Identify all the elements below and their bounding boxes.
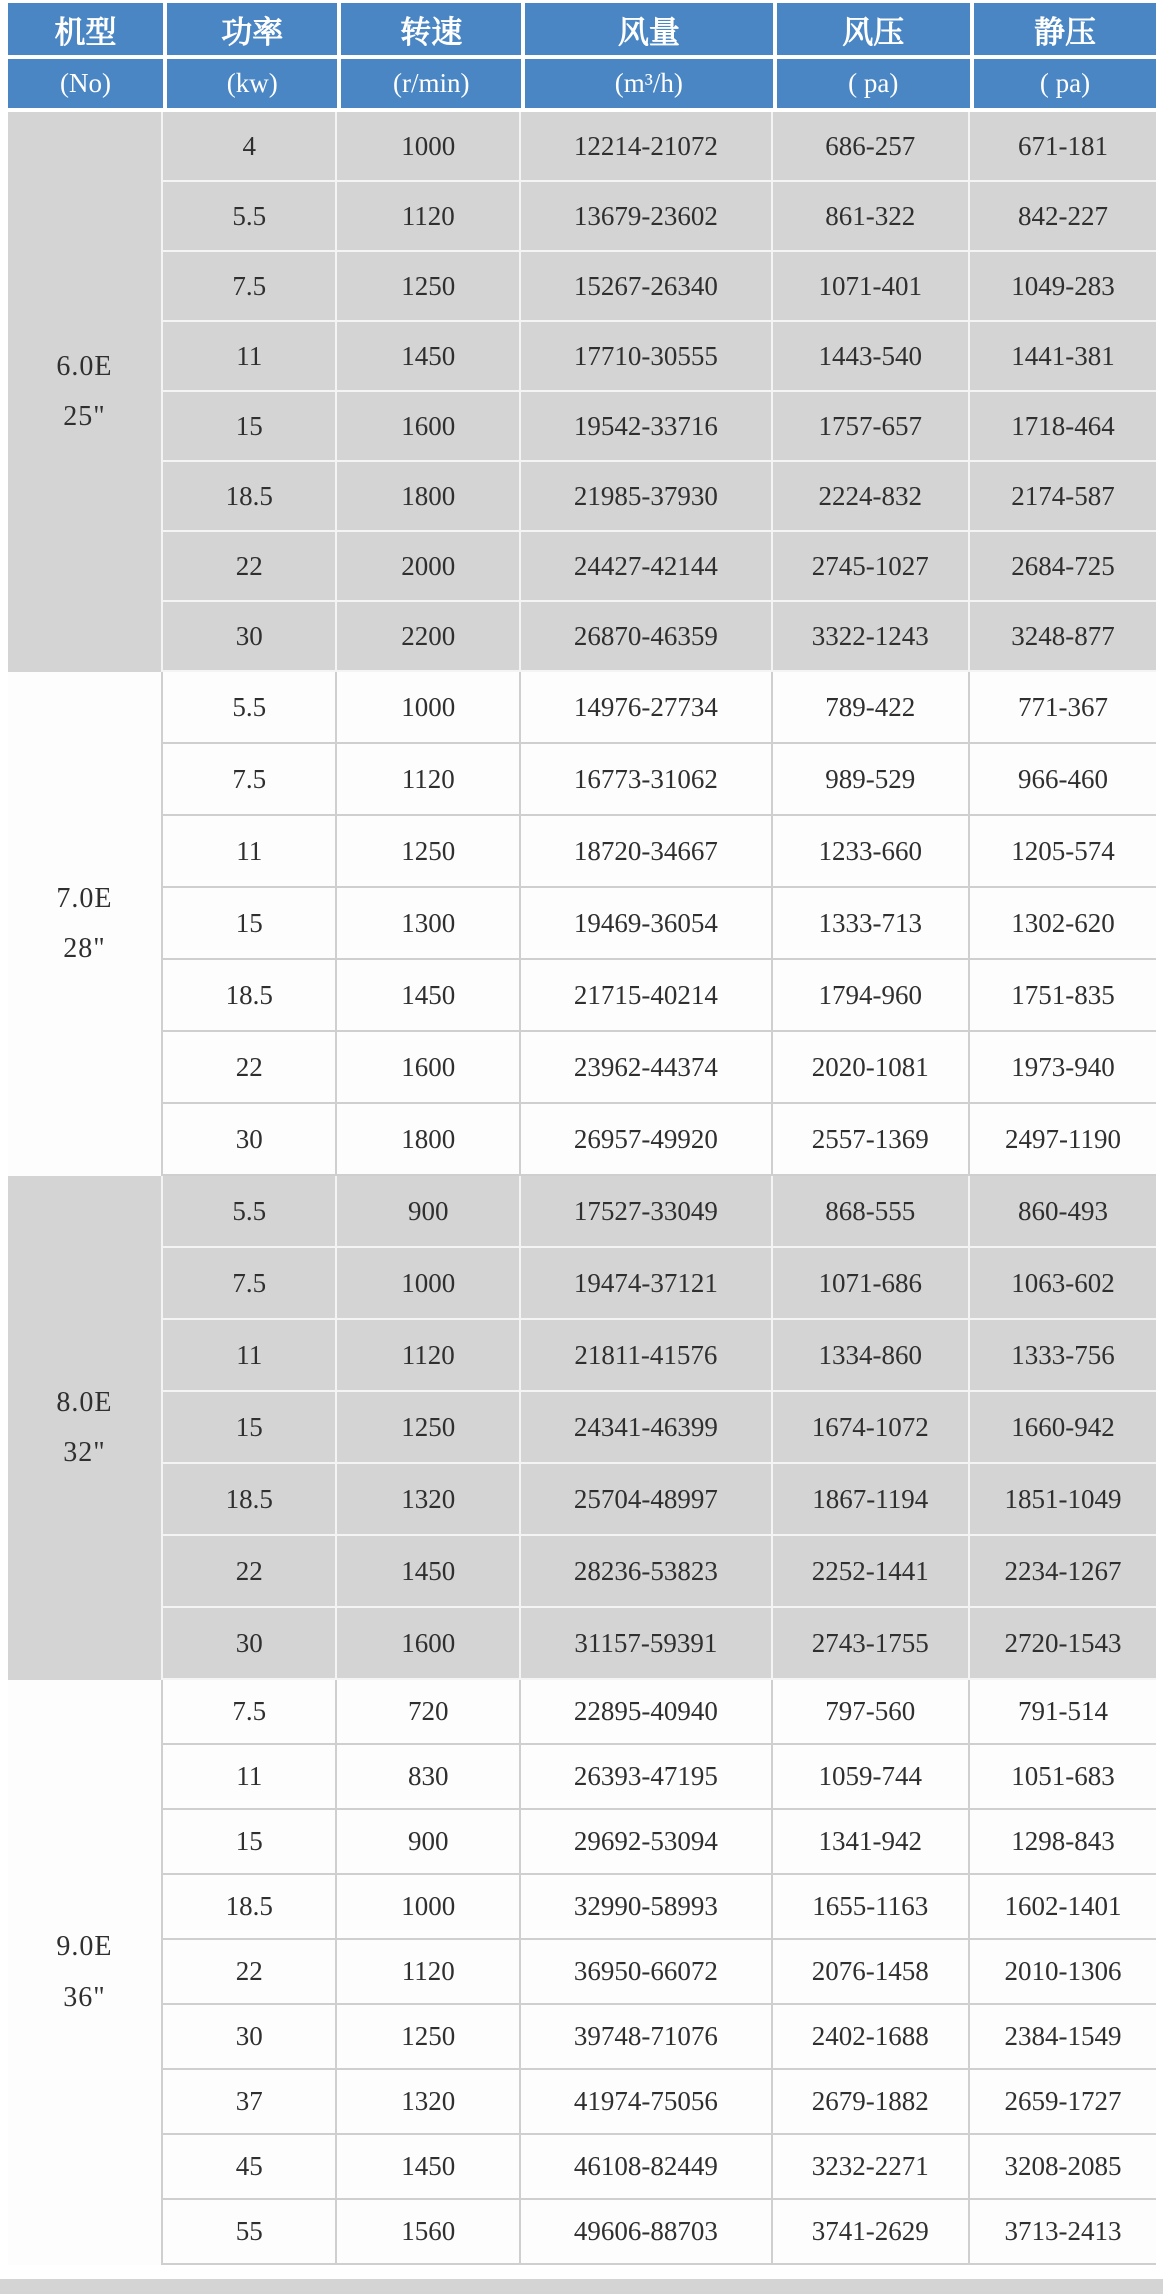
- static-pressure-cell: 2659-1727: [970, 2070, 1156, 2135]
- model-cell: [8, 1176, 163, 1680]
- power-cell: 30: [163, 1608, 337, 1680]
- table-row: [8, 1875, 1156, 1940]
- airflow-cell: 39748-71076: [521, 2005, 772, 2070]
- table-row: [8, 252, 1156, 322]
- table-row: [8, 1320, 1156, 1392]
- speed-cell: 900: [337, 1176, 521, 1248]
- static-pressure-cell: 2010-1306: [970, 1940, 1156, 2005]
- header-unit-row: [8, 59, 1156, 112]
- static-pressure-cell: 671-181: [970, 112, 1156, 182]
- speed-cell: 1600: [337, 1608, 521, 1680]
- power-cell: 5.5: [163, 182, 337, 252]
- power-cell: 22: [163, 1940, 337, 2005]
- power-cell: 7.5: [163, 1680, 337, 1745]
- unit-model: (No): [8, 59, 163, 112]
- model-size: 28": [63, 933, 106, 964]
- table-row: [8, 1680, 1156, 1745]
- airflow-cell: 22895-40940: [521, 1680, 772, 1745]
- table-row: [8, 1940, 1156, 2005]
- unit-static-pressure: ( pa): [970, 59, 1156, 112]
- static-pressure-cell: 1660-942: [970, 1392, 1156, 1464]
- power-cell: 15: [163, 1392, 337, 1464]
- model-cell: [8, 1680, 163, 2265]
- power-cell: 7.5: [163, 744, 337, 816]
- pressure-cell: 2020-1081: [773, 1032, 970, 1104]
- speed-cell: 1250: [337, 816, 521, 888]
- speed-cell: 1800: [337, 462, 521, 532]
- unit-speed: (r/min): [337, 59, 521, 112]
- power-cell: 4: [163, 112, 337, 182]
- static-pressure-cell: 2720-1543: [970, 1608, 1156, 1680]
- power-cell: 22: [163, 1536, 337, 1608]
- table-row: [8, 1248, 1156, 1320]
- static-pressure-cell: 1049-283: [970, 252, 1156, 322]
- pressure-cell: 989-529: [773, 744, 970, 816]
- static-pressure-cell: 966-460: [970, 744, 1156, 816]
- pressure-cell: 2679-1882: [773, 2070, 970, 2135]
- speed-cell: 2200: [337, 602, 521, 672]
- speed-cell: 1560: [337, 2200, 521, 2265]
- table-row: [8, 1104, 1156, 1176]
- static-pressure-cell: 2497-1190: [970, 1104, 1156, 1176]
- static-pressure-cell: 1302-620: [970, 888, 1156, 960]
- table-row: [8, 816, 1156, 888]
- table-row: [8, 1032, 1156, 1104]
- static-pressure-cell: 2384-1549: [970, 2005, 1156, 2070]
- static-pressure-cell: 1718-464: [970, 392, 1156, 462]
- static-pressure-cell: 860-493: [970, 1176, 1156, 1248]
- power-cell: 45: [163, 2135, 337, 2200]
- pressure-cell: 1059-744: [773, 1745, 970, 1810]
- pressure-cell: 686-257: [773, 112, 970, 182]
- table-body: [8, 112, 1156, 2265]
- spec-table-container: [8, 3, 1156, 2265]
- model-number: 7.0E: [56, 882, 113, 914]
- speed-cell: 1450: [337, 2135, 521, 2200]
- airflow-cell: 18720-34667: [521, 816, 772, 888]
- pressure-cell: 797-560: [773, 1680, 970, 1745]
- static-pressure-cell: 1051-683: [970, 1745, 1156, 1810]
- static-pressure-cell: 1602-1401: [970, 1875, 1156, 1940]
- table-row: [8, 1608, 1156, 1680]
- col-header-power: 功率: [163, 3, 337, 59]
- pressure-cell: 789-422: [773, 672, 970, 744]
- airflow-cell: 26870-46359: [521, 602, 772, 672]
- power-cell: 15: [163, 1810, 337, 1875]
- col-header-speed: 转速: [337, 3, 521, 59]
- airflow-cell: 12214-21072: [521, 112, 772, 182]
- pressure-cell: 1071-401: [773, 252, 970, 322]
- airflow-cell: 36950-66072: [521, 1940, 772, 2005]
- power-cell: 18.5: [163, 960, 337, 1032]
- static-pressure-cell: 2684-725: [970, 532, 1156, 602]
- power-cell: 55: [163, 2200, 337, 2265]
- power-cell: 18.5: [163, 1875, 337, 1940]
- power-cell: 7.5: [163, 1248, 337, 1320]
- airflow-cell: 23962-44374: [521, 1032, 772, 1104]
- airflow-cell: 24427-42144: [521, 532, 772, 602]
- col-header-static-pressure: 静压: [970, 3, 1156, 59]
- airflow-cell: 15267-26340: [521, 252, 772, 322]
- airflow-cell: 19469-36054: [521, 888, 772, 960]
- fan-spec-table: [8, 3, 1156, 2265]
- pressure-cell: 2076-1458: [773, 1940, 970, 2005]
- speed-cell: 1120: [337, 1940, 521, 2005]
- table-row: [8, 2135, 1156, 2200]
- power-cell: 11: [163, 1745, 337, 1810]
- pressure-cell: 861-322: [773, 182, 970, 252]
- pressure-cell: 1341-942: [773, 1810, 970, 1875]
- airflow-cell: 24341-46399: [521, 1392, 772, 1464]
- pressure-cell: 1794-960: [773, 960, 970, 1032]
- power-cell: 22: [163, 532, 337, 602]
- airflow-cell: 16773-31062: [521, 744, 772, 816]
- power-cell: 18.5: [163, 462, 337, 532]
- speed-cell: 1600: [337, 1032, 521, 1104]
- speed-cell: 720: [337, 1680, 521, 1745]
- static-pressure-cell: 3248-877: [970, 602, 1156, 672]
- pressure-cell: 2224-832: [773, 462, 970, 532]
- speed-cell: 1450: [337, 960, 521, 1032]
- speed-cell: 830: [337, 1745, 521, 1810]
- pressure-cell: 3322-1243: [773, 602, 970, 672]
- speed-cell: 1000: [337, 672, 521, 744]
- power-cell: 30: [163, 602, 337, 672]
- model-number: 8.0E: [56, 1386, 113, 1418]
- table-row: [8, 462, 1156, 532]
- table-row: [8, 112, 1156, 182]
- pressure-cell: 3741-2629: [773, 2200, 970, 2265]
- table-row: [8, 1464, 1156, 1536]
- table-row: [8, 672, 1156, 744]
- speed-cell: 1300: [337, 888, 521, 960]
- speed-cell: 900: [337, 1810, 521, 1875]
- pressure-cell: 2557-1369: [773, 1104, 970, 1176]
- table-row: [8, 1176, 1156, 1248]
- static-pressure-cell: 771-367: [970, 672, 1156, 744]
- pressure-cell: 2743-1755: [773, 1608, 970, 1680]
- airflow-cell: 21985-37930: [521, 462, 772, 532]
- table-header: [8, 3, 1156, 112]
- model-number: 6.0E: [56, 350, 113, 382]
- static-pressure-cell: 2174-587: [970, 462, 1156, 532]
- airflow-cell: 32990-58993: [521, 1875, 772, 1940]
- airflow-cell: 28236-53823: [521, 1536, 772, 1608]
- speed-cell: 1000: [337, 112, 521, 182]
- static-pressure-cell: 1751-835: [970, 960, 1156, 1032]
- static-pressure-cell: 1333-756: [970, 1320, 1156, 1392]
- static-pressure-cell: 1205-574: [970, 816, 1156, 888]
- table-row: [8, 1536, 1156, 1608]
- power-cell: 11: [163, 1320, 337, 1392]
- table-row: [8, 1810, 1156, 1875]
- model-cell: [8, 672, 163, 1176]
- airflow-cell: 29692-53094: [521, 1810, 772, 1875]
- airflow-cell: 41974-75056: [521, 2070, 772, 2135]
- pressure-cell: 1757-657: [773, 392, 970, 462]
- speed-cell: 1320: [337, 1464, 521, 1536]
- pressure-cell: 1674-1072: [773, 1392, 970, 1464]
- static-pressure-cell: 1973-940: [970, 1032, 1156, 1104]
- unit-power: (kw): [163, 59, 337, 112]
- model-number: 9.0E: [56, 1931, 113, 1963]
- static-pressure-cell: 842-227: [970, 182, 1156, 252]
- speed-cell: 1000: [337, 1875, 521, 1940]
- pressure-cell: 3232-2271: [773, 2135, 970, 2200]
- col-header-airflow: 风量: [521, 3, 772, 59]
- table-row: [8, 960, 1156, 1032]
- col-header-pressure: 风压: [773, 3, 970, 59]
- power-cell: 18.5: [163, 1464, 337, 1536]
- airflow-cell: 17527-33049: [521, 1176, 772, 1248]
- airflow-cell: 26393-47195: [521, 1745, 772, 1810]
- airflow-cell: 31157-59391: [521, 1608, 772, 1680]
- table-row: [8, 744, 1156, 816]
- power-cell: 7.5: [163, 252, 337, 322]
- speed-cell: 2000: [337, 532, 521, 602]
- pressure-cell: 1334-860: [773, 1320, 970, 1392]
- power-cell: 22: [163, 1032, 337, 1104]
- speed-cell: 1800: [337, 1104, 521, 1176]
- model-size: 36": [63, 1981, 106, 2013]
- table-row: [8, 392, 1156, 462]
- pressure-cell: 1071-686: [773, 1248, 970, 1320]
- bottom-strip: [0, 2279, 1163, 2294]
- table-row: [8, 182, 1156, 252]
- speed-cell: 1250: [337, 252, 521, 322]
- static-pressure-cell: 1298-843: [970, 1810, 1156, 1875]
- static-pressure-cell: 3713-2413: [970, 2200, 1156, 2265]
- speed-cell: 1450: [337, 322, 521, 392]
- pressure-cell: 1233-660: [773, 816, 970, 888]
- airflow-cell: 19542-33716: [521, 392, 772, 462]
- airflow-cell: 49606-88703: [521, 2200, 772, 2265]
- unit-airflow: (m³/h): [521, 59, 772, 112]
- table-row: [8, 532, 1156, 602]
- airflow-cell: 14976-27734: [521, 672, 772, 744]
- power-cell: 37: [163, 2070, 337, 2135]
- power-cell: 15: [163, 392, 337, 462]
- airflow-cell: 13679-23602: [521, 182, 772, 252]
- static-pressure-cell: 1851-1049: [970, 1464, 1156, 1536]
- airflow-cell: 17710-30555: [521, 322, 772, 392]
- speed-cell: 1120: [337, 744, 521, 816]
- model-size: 25": [63, 401, 106, 432]
- table-row: [8, 2200, 1156, 2265]
- model-size: 32": [63, 1437, 106, 1468]
- speed-cell: 1250: [337, 1392, 521, 1464]
- table-row: [8, 322, 1156, 392]
- static-pressure-cell: 1063-602: [970, 1248, 1156, 1320]
- airflow-cell: 21811-41576: [521, 1320, 772, 1392]
- airflow-cell: 46108-82449: [521, 2135, 772, 2200]
- power-cell: 5.5: [163, 672, 337, 744]
- speed-cell: 1000: [337, 1248, 521, 1320]
- pressure-cell: 1867-1194: [773, 1464, 970, 1536]
- static-pressure-cell: 2234-1267: [970, 1536, 1156, 1608]
- speed-cell: 1120: [337, 1320, 521, 1392]
- pressure-cell: 1655-1163: [773, 1875, 970, 1940]
- airflow-cell: 21715-40214: [521, 960, 772, 1032]
- table-row: [8, 2070, 1156, 2135]
- power-cell: 15: [163, 888, 337, 960]
- model-cell: [8, 112, 163, 672]
- header-title-row: [8, 3, 1156, 59]
- airflow-cell: 19474-37121: [521, 1248, 772, 1320]
- speed-cell: 1600: [337, 392, 521, 462]
- table-row: [8, 1392, 1156, 1464]
- power-cell: 30: [163, 1104, 337, 1176]
- pressure-cell: 1443-540: [773, 322, 970, 392]
- col-header-model: 机型: [8, 3, 163, 59]
- power-cell: 11: [163, 322, 337, 392]
- unit-pressure: ( pa): [773, 59, 970, 112]
- static-pressure-cell: 3208-2085: [970, 2135, 1156, 2200]
- speed-cell: 1250: [337, 2005, 521, 2070]
- airflow-cell: 26957-49920: [521, 1104, 772, 1176]
- pressure-cell: 2745-1027: [773, 532, 970, 602]
- speed-cell: 1120: [337, 182, 521, 252]
- table-row: [8, 888, 1156, 960]
- airflow-cell: 25704-48997: [521, 1464, 772, 1536]
- power-cell: 5.5: [163, 1176, 337, 1248]
- speed-cell: 1320: [337, 2070, 521, 2135]
- pressure-cell: 1333-713: [773, 888, 970, 960]
- table-row: [8, 2005, 1156, 2070]
- table-row: [8, 602, 1156, 672]
- speed-cell: 1450: [337, 1536, 521, 1608]
- pressure-cell: 868-555: [773, 1176, 970, 1248]
- pressure-cell: 2402-1688: [773, 2005, 970, 2070]
- static-pressure-cell: 791-514: [970, 1680, 1156, 1745]
- pressure-cell: 2252-1441: [773, 1536, 970, 1608]
- power-cell: 11: [163, 816, 337, 888]
- power-cell: 30: [163, 2005, 337, 2070]
- static-pressure-cell: 1441-381: [970, 322, 1156, 392]
- table-row: [8, 1745, 1156, 1810]
